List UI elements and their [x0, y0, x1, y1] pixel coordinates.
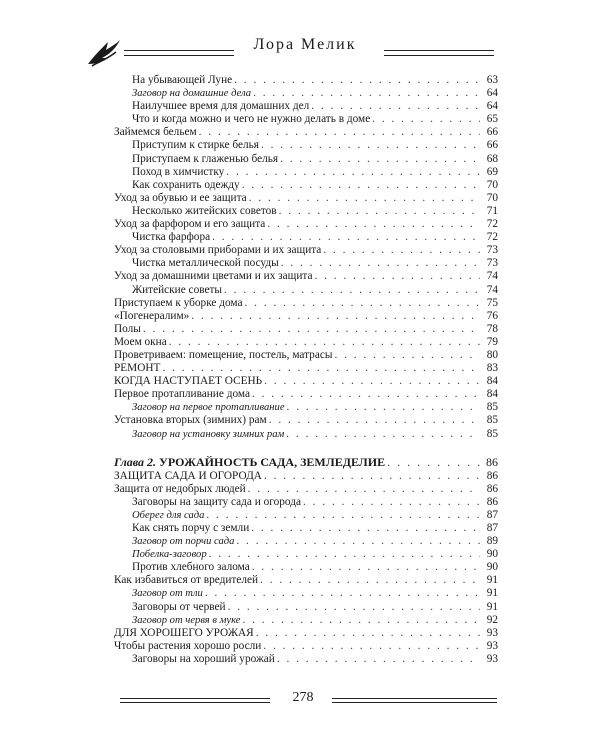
leader-dots [248, 483, 480, 496]
publisher-logo-icon [86, 38, 122, 68]
toc-entry[interactable] [114, 640, 498, 653]
running-head-title: Лора Мелик [253, 36, 357, 53]
toc-entry-title: Приступаем к уборке дома [114, 296, 243, 309]
leader-dots [236, 535, 480, 548]
toc-entry-page: 87 [486, 522, 498, 534]
leader-dots [315, 270, 481, 283]
leader-dots [264, 375, 480, 388]
toc-entry-title: Займемся бельем [114, 126, 197, 139]
toc-entry[interactable] [114, 587, 498, 600]
toc-entry-title: Против хлебного залома [132, 561, 250, 574]
toc-entry-page: 66 [486, 126, 498, 139]
toc-entry-page: 66 [486, 139, 498, 152]
toc-entry-page: 73 [486, 244, 498, 257]
toc-entry-title: ДЛЯ ХОРОШЕГО УРОЖАЯ [114, 626, 254, 639]
toc-entry[interactable] [114, 310, 498, 323]
toc-entry[interactable] [114, 470, 498, 483]
toc-entry-title: Как избавиться от вредителей [114, 574, 259, 587]
leader-dots [253, 87, 480, 100]
toc-entry-page: 84 [486, 388, 498, 401]
toc-entry-page: 74 [486, 270, 498, 283]
toc-entry-page: 90 [486, 548, 498, 561]
toc-entry-title: Заговор от тли [132, 588, 203, 600]
toc-entry[interactable] [114, 74, 498, 87]
leader-dots [261, 139, 480, 152]
toc-entry[interactable] [114, 205, 498, 218]
toc-entry-page: 71 [486, 204, 498, 217]
toc-entry-title: ЗАЩИТА САДА И ОГОРОДА [114, 469, 262, 482]
leader-dots [267, 218, 480, 231]
toc-entry-page: 76 [486, 309, 498, 322]
toc-entry-page: 75 [486, 296, 498, 309]
leader-dots [287, 401, 480, 414]
leader-dots [199, 126, 480, 139]
toc-entry-page: 87 [486, 508, 498, 521]
toc-entry-title: Проветриваем: помещение, постель, матрасы [114, 348, 333, 361]
toc-entry[interactable] [114, 179, 498, 192]
leader-dots [191, 310, 480, 323]
toc-entry-page: 73 [486, 257, 498, 270]
toc-entry-page: 80 [486, 348, 498, 361]
leader-dots [234, 74, 480, 87]
leader-dots [260, 574, 480, 587]
leader-dots [212, 231, 480, 244]
leader-dots [277, 653, 480, 666]
leader-dots [323, 244, 480, 257]
toc-entry-title: РЕМОНТ [114, 362, 161, 375]
toc-entry-title: Заговоры на хороший урожай [132, 652, 275, 665]
toc-entry-title: Несколько житейских советов [132, 204, 277, 217]
toc-entry-title: «Погенералим» [114, 309, 190, 322]
toc-entry[interactable] [114, 244, 498, 257]
toc-entry[interactable] [114, 548, 498, 561]
toc-entry[interactable] [114, 284, 498, 297]
toc-entry-title: Как снять порчу с земли [132, 522, 250, 534]
toc-entry-page: 85 [486, 427, 498, 440]
toc-entry-title: Приступим к стирке белья [132, 139, 259, 152]
toc-entry-page: 65 [486, 113, 498, 126]
leader-dots [169, 336, 480, 349]
toc-entry-title: Установка вторых (зимних) рам [114, 414, 267, 427]
toc-entry-title: Заговоры на защиту сада и огорода [132, 495, 302, 508]
toc-entry-page: 63 [486, 74, 498, 86]
toc-entry-page: 78 [486, 322, 498, 335]
toc-entry-title: Первое протапливание дома [114, 388, 250, 401]
toc-entry-title: Поход в химчистку [132, 165, 225, 178]
leader-dots [242, 179, 480, 192]
chapter-page: 86 [486, 454, 498, 469]
leader-dots [162, 362, 480, 375]
toc-entry-title: Заговор на установку зимних рам [132, 428, 285, 440]
toc-entry[interactable] [114, 336, 498, 349]
toc-entry-page: 72 [486, 218, 498, 231]
toc-entry[interactable] [114, 414, 498, 427]
toc-entry[interactable] [114, 270, 498, 283]
page-header [0, 0, 600, 70]
leader-dots [264, 470, 480, 483]
leader-dots [242, 614, 480, 627]
leader-dots [143, 323, 480, 336]
toc-entry-page: 64 [486, 87, 498, 100]
footer-rule-left [120, 698, 270, 703]
toc-entry-title: Как сохранить одежду [132, 178, 240, 191]
toc-entry-page: 83 [486, 362, 498, 375]
chapter-heading[interactable] [114, 455, 498, 470]
toc-entry[interactable] [114, 153, 498, 166]
leader-dots [280, 153, 480, 166]
leader-dots [269, 414, 480, 427]
toc-entry[interactable] [114, 297, 498, 310]
toc-entry-title: Чтобы растения хорошо росли [114, 639, 262, 652]
leader-dots [256, 627, 480, 640]
leader-dots [252, 388, 480, 401]
toc-entry-title: Уход за фарфором и его защита [114, 218, 266, 231]
leader-dots [303, 496, 480, 509]
leader-dots [206, 509, 480, 522]
leader-dots [224, 284, 480, 297]
toc-entry-page: 85 [486, 414, 498, 427]
toc-entry[interactable] [114, 535, 498, 548]
toc-entry[interactable] [114, 257, 498, 270]
toc-entry-title: Что и когда можно и чего не нужно делать в доме [132, 113, 371, 126]
toc-entry[interactable] [114, 627, 498, 640]
toc-entry-title: Оберег для сада [132, 509, 205, 521]
toc-entry[interactable] [114, 192, 498, 205]
toc-entry-title: Заговор от порчи сада [132, 536, 235, 548]
leader-dots [249, 192, 480, 205]
toc-entry[interactable] [114, 401, 498, 414]
leader-dots [281, 257, 480, 270]
leader-dots [279, 205, 480, 218]
toc-entry-title: Побелка-заговор [132, 549, 207, 561]
toc-entry[interactable] [114, 323, 498, 336]
toc-entry-page: 93 [486, 626, 498, 639]
leader-dots [251, 522, 480, 535]
toc-entry[interactable] [114, 653, 498, 666]
toc-entry-page: 91 [486, 574, 498, 587]
toc-entry-title: Заговор на первое протапливание [132, 402, 285, 414]
toc-entry-title: Житейские советы [132, 283, 223, 296]
toc-entry-page: 70 [486, 191, 498, 204]
toc-entry[interactable] [114, 166, 498, 179]
leader-dots [334, 349, 480, 362]
leader-dots [387, 455, 480, 470]
toc-entry-page: 86 [486, 482, 498, 495]
toc-entry[interactable] [114, 428, 498, 441]
toc-entry-title: Уход за столовыми приборами и их защита [114, 244, 322, 257]
toc-entry-page: 69 [486, 165, 498, 178]
toc-entry[interactable] [114, 231, 498, 244]
toc-entry[interactable] [114, 496, 498, 509]
toc-entry[interactable] [114, 601, 498, 614]
leader-dots [286, 428, 480, 441]
toc-entry[interactable] [114, 614, 498, 627]
leader-dots [252, 561, 480, 574]
leader-dots [209, 548, 480, 561]
toc-entry[interactable] [114, 509, 498, 522]
toc-entry-page: 74 [486, 283, 498, 296]
toc-entry-page: 89 [486, 535, 498, 548]
toc-entry-title: Моем окна [114, 335, 167, 348]
chapter-title: УРОЖАЙНОСТЬ САДА, ЗЕМЛЕДЕЛИЕ [159, 454, 386, 469]
toc-entry-page: 92 [486, 613, 498, 626]
leader-dots [228, 601, 480, 614]
toc-entry-title: Защита от недобрых людей [114, 482, 246, 495]
toc-entry-page: 68 [486, 152, 498, 165]
toc-entry-page: 64 [486, 100, 498, 113]
toc-entry-page: 86 [486, 495, 498, 508]
toc-entry[interactable] [114, 561, 498, 574]
header-rule-left [124, 50, 234, 56]
toc-entry-title: Заговоры от червей [132, 600, 226, 613]
toc-entry-title: Наилучшее время для домашних дел [132, 100, 310, 113]
toc-entry-page: 85 [486, 401, 498, 414]
toc-entry[interactable] [114, 126, 498, 139]
toc-entry[interactable] [114, 87, 498, 100]
toc-entry-page: 84 [486, 375, 498, 388]
toc-entry-page: 79 [486, 335, 498, 348]
toc-entry-page: 91 [486, 587, 498, 600]
toc-entry[interactable] [114, 362, 498, 375]
toc-entry-title: Чистка фарфора [132, 231, 211, 244]
toc-entry[interactable] [114, 483, 498, 496]
toc-entry-title: Заговор на домашние дела [132, 88, 252, 100]
toc-entry-title: Заговор от червя в муке [132, 614, 241, 626]
chapter-label: Глава 2. [114, 454, 157, 469]
toc-entry-title: КОГДА НАСТУПАЕТ ОСЕНЬ [114, 375, 263, 388]
toc-entry-title: Уход за обувью и ее защита [114, 191, 247, 204]
toc-entry-title: На убывающей Луне [132, 74, 233, 86]
toc-entry[interactable] [114, 139, 498, 152]
toc-entry-page: 90 [486, 561, 498, 574]
toc-entry[interactable] [114, 218, 498, 231]
toc-entry[interactable] [114, 100, 498, 113]
toc-entry-page: 93 [486, 652, 498, 665]
toc-entry[interactable] [114, 349, 498, 362]
toc-entry[interactable] [114, 574, 498, 587]
toc-entry-title: Приступаем к глаженью белья [132, 152, 279, 165]
page-number: 278 [292, 690, 314, 705]
leader-dots [245, 297, 480, 310]
toc-entry[interactable] [114, 522, 498, 535]
toc-entry-page: 86 [486, 469, 498, 482]
toc-entry[interactable] [114, 113, 498, 126]
toc-entry-page: 93 [486, 639, 498, 652]
toc-entry-title: Уход за домашними цветами и их защита [114, 270, 313, 283]
page-footer [0, 690, 600, 720]
leader-dots [311, 100, 480, 113]
leader-dots [226, 166, 480, 179]
header-rule-right [384, 50, 494, 56]
toc-entry[interactable] [114, 375, 498, 388]
table-of-contents [114, 74, 498, 666]
leader-dots [263, 640, 480, 653]
toc-entry-page: 70 [486, 178, 498, 191]
toc-entry[interactable] [114, 388, 498, 401]
toc-entry-title: Чистка металлической посуды [132, 257, 279, 270]
toc-entry-page: 91 [486, 600, 498, 613]
toc-entry-title: Полы [114, 322, 141, 335]
footer-rule-right [332, 698, 497, 703]
leader-dots [372, 113, 480, 126]
toc-entry-page: 72 [486, 231, 498, 244]
leader-dots [205, 587, 480, 600]
